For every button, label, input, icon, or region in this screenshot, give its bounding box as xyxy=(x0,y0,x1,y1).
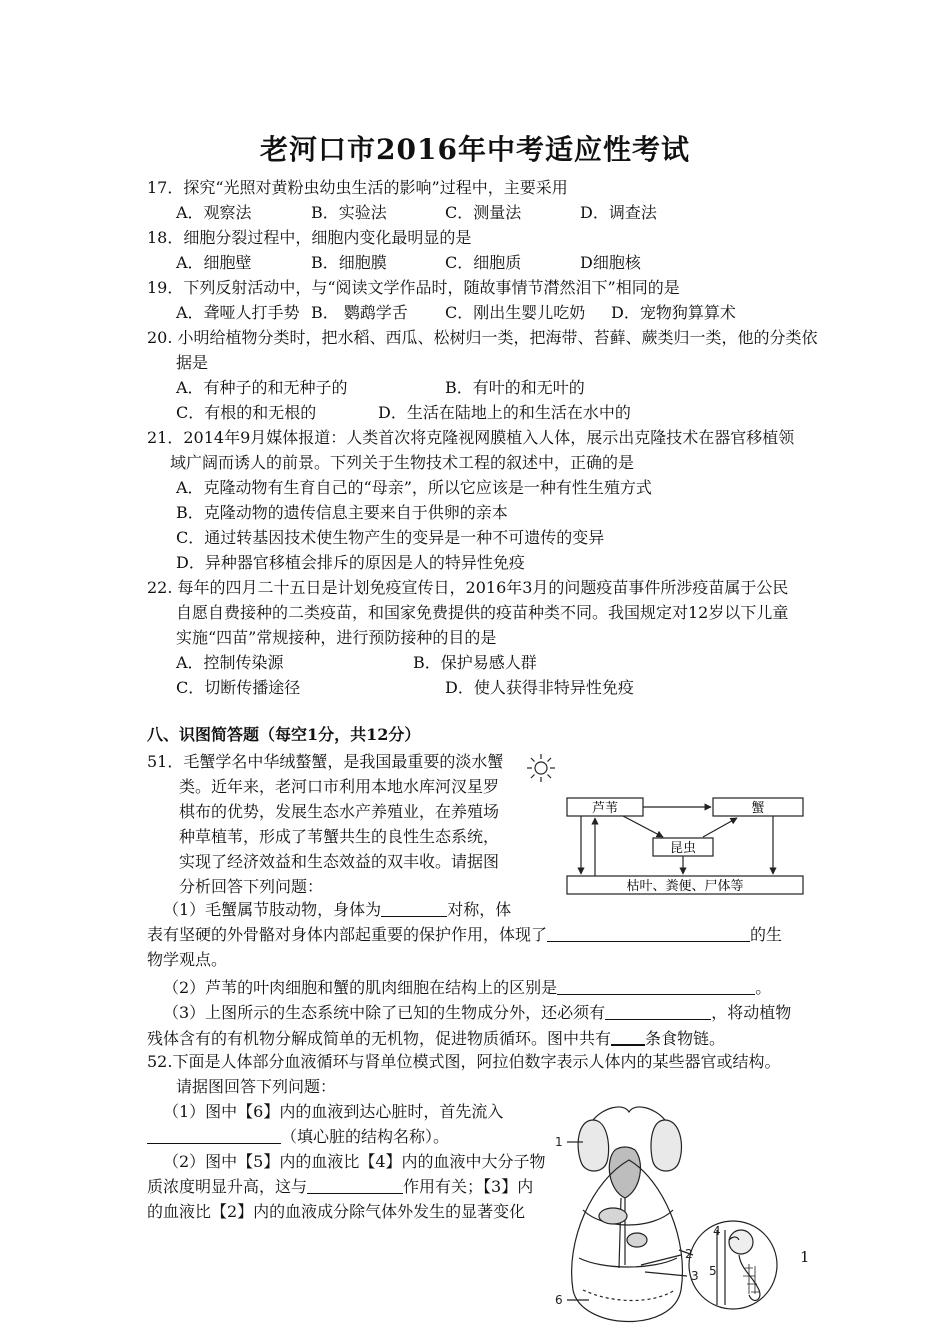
question-51-part-3-line-2 xyxy=(147,1028,725,1049)
question-19-stem: 19．下列反射活动中，与“阅读文学作品时，随故事情节潸然泪下”相同的是 xyxy=(147,278,680,297)
question-20-option-d: D．生活在陆地上的和生活在水中的 xyxy=(378,403,631,422)
label-4: 4 xyxy=(713,1224,721,1238)
question-51-part-1-line-2-tail: 的生 xyxy=(750,925,783,944)
question-22-stem: 22. 每年的四月二十五日是计划免疫宣传日，2016年3月的问题疫苗事件所涉疫苗属于公民 xyxy=(147,578,789,597)
question-51-line-6: 分析回答下列问题： xyxy=(179,877,324,896)
label-5: 5 xyxy=(709,1264,717,1278)
question-52-part-1-line-2 xyxy=(147,1127,449,1147)
label-2: 2 xyxy=(685,1247,693,1261)
question-17-option-a: A．观察法 xyxy=(176,203,252,222)
question-51-part-3-tail: ，将动植物 xyxy=(711,1003,792,1022)
question-21-option-c: C．通过转基因技术使生物产生的变异是一种不可遗传的变异 xyxy=(176,528,605,547)
question-51-part-2 xyxy=(163,978,771,998)
question-51-part-1-text-cont: 对称，体 xyxy=(447,900,512,919)
question-19-option-b: B． 鹦鹉学舌 xyxy=(311,303,408,322)
question-17-stem: 17．探究“光照对黄粉虫幼虫生活的影响”过程中，主要采用 xyxy=(147,178,568,197)
question-22-option-b: B．保护易感人群 xyxy=(413,653,537,672)
question-51-line-3: 棋布的优势，发展生态水产养殖业，在养殖场 xyxy=(179,802,500,821)
question-51-part-2-tail: 。 xyxy=(755,978,772,997)
heart xyxy=(609,1147,640,1198)
question-17-option-b: B．实验法 xyxy=(311,203,387,222)
label-6: 6 xyxy=(555,1293,563,1307)
question-22-option-c: C．切断传播途径 xyxy=(176,678,301,697)
question-18-option-a: A．细胞壁 xyxy=(176,253,252,272)
question-21-option-a: A．克隆动物有生育自己的“母亲”，所以它应该是一种有性生殖方式 xyxy=(176,478,652,497)
question-52-part-2-line-2 xyxy=(147,1177,533,1197)
question-52-part-2: （2）图中【5】内的血液比【4】内的血液中大分子物 xyxy=(163,1152,546,1171)
answer-blank-filtration[interactable] xyxy=(307,1177,403,1194)
question-22-option-a: A．控制传染源 xyxy=(176,653,284,672)
question-19-option-c: C．刚出生婴儿吃奶 xyxy=(445,303,586,322)
question-21-option-b: B．克隆动物的遗传信息主要来自于供卵的亲本 xyxy=(176,503,508,522)
food-web-diagram xyxy=(525,752,810,900)
arrow-reed-to-insect xyxy=(623,816,663,837)
answer-blank-symmetry[interactable] xyxy=(381,900,447,917)
question-18-option-d: D细胞核 xyxy=(580,253,641,272)
question-21-option-d: D．异种器官移植会排斥的原因是人的特异性免疫 xyxy=(176,553,525,572)
left-lung xyxy=(578,1120,609,1171)
question-51-part-1-text: （1）毛蟹属节肢动物，身体为 xyxy=(163,900,382,919)
question-20-option-b: B．有叶的和无叶的 xyxy=(445,378,585,397)
question-17-option-d: D．调查法 xyxy=(580,203,657,222)
question-52-part-1-line-2-text: （填心脏的结构名称）。 xyxy=(281,1127,450,1146)
right-lung xyxy=(651,1120,681,1171)
question-22-stem-cont-1: 自愿自费接种的二类疫苗，和国家免费提供的疫苗种类不同。我国规定对12岁以下儿童 xyxy=(176,603,789,622)
litter-label: 枯叶、粪便、尸体等 xyxy=(626,879,744,894)
question-52-part-1: （1）图中【6】内的血液到达心脏时，首先流入 xyxy=(163,1102,504,1121)
answer-blank-viewpoint[interactable] xyxy=(547,925,750,942)
question-51-part-2-text: （2）芦苇的叶肉细胞和蟹的肌肉细胞在结构上的区别是 xyxy=(163,978,558,997)
crab-label: 蟹 xyxy=(751,801,765,816)
question-20-option-c: C．有根的和无根的 xyxy=(176,403,317,422)
question-18-option-b: B．细胞膜 xyxy=(311,253,387,272)
question-22-stem-cont-2: 实施“四苗”常规接种，进行预防接种的目的是 xyxy=(176,628,497,647)
question-21-stem: 21．2014年9月媒体报道：人类首次将克隆视网膜植入人体，展示出克隆技术在器官移植领 xyxy=(147,428,795,447)
question-51-part-3-line-2-tail: 条食物链。 xyxy=(645,1029,726,1048)
page-number: 1 xyxy=(800,1248,810,1266)
question-20-option-a: A．有种子的和无种子的 xyxy=(176,378,348,397)
question-51-line-5: 实现了经济效益和生态效益的双丰收。请据图 xyxy=(179,852,500,871)
question-51-part-1-line-2-text: 表有坚硬的外骨骼对身体内部起重要的保护作用，体现了 xyxy=(147,925,548,944)
question-52-part-2-line-2-tail: 作用有关；【3】内 xyxy=(403,1177,534,1196)
question-20-stem-cont: 据是 xyxy=(176,353,209,372)
question-52-stem-cont: 请据图回答下列问题： xyxy=(176,1077,337,1096)
question-21-stem-cont: 域广阔而诱人的前景。下列关于生物技术工程的叙述中，正确的是 xyxy=(170,453,635,472)
circulation-nephron-diagram xyxy=(553,1090,793,1340)
answer-blank-cell-difference[interactable] xyxy=(557,978,755,995)
question-51-part-3-text: （3）上图所示的生态系统中除了已知的生物成分外，还必须有 xyxy=(163,1003,606,1022)
question-52-part-2-line-3: 的血液比【2】内的血液成分除气体外发生的显著变化 xyxy=(147,1202,526,1221)
question-51-line-2: 类。近年来，老河口市利用本地水库河汊星罗 xyxy=(179,777,500,796)
arrow-insect-to-crab xyxy=(703,818,737,837)
reed-label: 芦苇 xyxy=(591,801,619,816)
answer-blank-decomposer[interactable] xyxy=(605,1003,711,1020)
question-20-stem: 20. 小明给植物分类时，把水稻、西瓜、松树归一类，把海带、苔藓、蕨类归一类，他的分类依 xyxy=(147,328,818,347)
question-52-stem: 52.下面是人体部分血液循环与肾单位模式图，阿拉伯数字表示人体内的某些器官或结构。 xyxy=(147,1052,781,1071)
page-title: 老河口市2016年中考适应性考试 xyxy=(260,133,690,166)
sun-icon xyxy=(527,754,555,782)
question-19-option-d: D．宠物狗算算术 xyxy=(611,303,736,322)
label-3: 3 xyxy=(691,1269,699,1283)
question-19-option-a: A．聋哑人打手势 xyxy=(176,303,300,322)
question-51-part-3 xyxy=(163,1003,791,1023)
question-18-option-c: C．细胞质 xyxy=(445,253,522,272)
question-51-line-1: 51．毛蟹学名中华绒螯蟹，是我国最重要的淡水蟹 xyxy=(147,752,504,771)
answer-blank-heart-chamber[interactable] xyxy=(147,1127,281,1144)
question-51-part-1-line-2 xyxy=(147,925,782,945)
question-51-line-4: 种草植苇，形成了苇蟹共生的良性生态系统， xyxy=(179,827,500,846)
question-51-part-3-line-2-text: 残体含有的有机物分解成简单的无机物，促进物质循环。图中共有 xyxy=(147,1029,612,1048)
question-52-part-2-line-2-text: 质浓度明显升高，这与 xyxy=(147,1177,308,1196)
insect-label: 昆虫 xyxy=(669,841,697,856)
question-51-part-1 xyxy=(163,900,511,920)
section-heading: 八、识图简答题（每空1分，共12分） xyxy=(147,725,421,744)
answer-blank-chain-count[interactable] xyxy=(611,1028,645,1046)
question-51-part-1-line-3: 物学观点。 xyxy=(147,950,228,969)
question-18-stem: 18．细胞分裂过程中，细胞内变化最明显的是 xyxy=(147,228,472,247)
question-22-option-d: D．使人获得非特异性免疫 xyxy=(445,678,634,697)
question-17-option-c: C．测量法 xyxy=(445,203,522,222)
label-1: 1 xyxy=(555,1135,563,1149)
